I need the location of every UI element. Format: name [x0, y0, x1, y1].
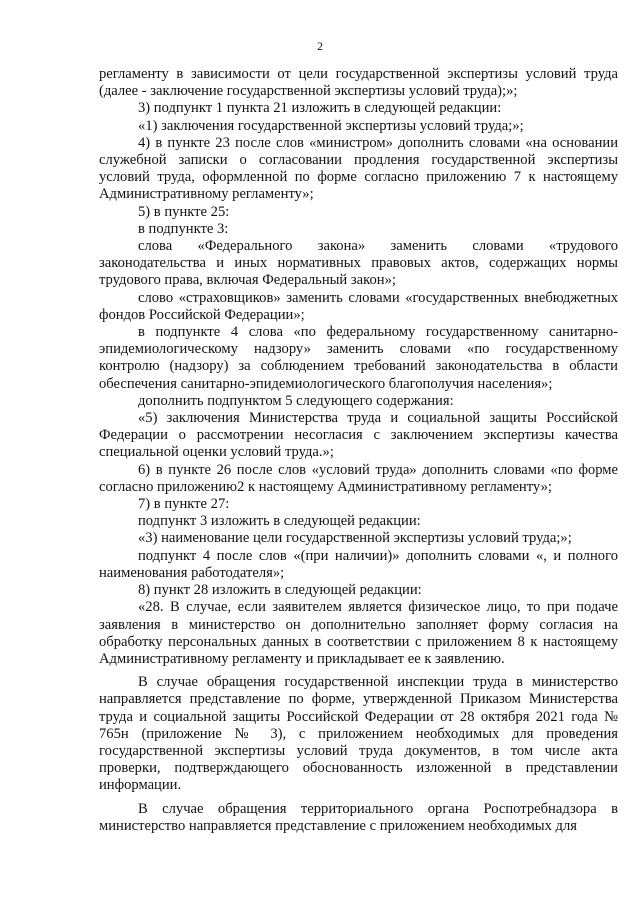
paragraph: «1) заключения государственной экспертизы условий труда;»; — [138, 117, 524, 134]
paragraph: подпункт 3 изложить в следующей редакции: — [138, 513, 421, 530]
paragraph: в подпункте 4 слова «по федеральному государственному санитарно-эпидемиологическому надзору» заменить словами «по государственному контролю (надзору) за соблюдением требований законодательства в области обеспечения санитарно-эпидемиологического благополучия населения»; — [99, 324, 618, 392]
paragraph: 6) в пункте 26 после слов «условий труда» дополнить словами «по форме согласно приложению2 к настоящему Административному регламенту»; — [99, 461, 618, 495]
paragraph: слова «Федерального закона» заменить словами «трудового законодательства и иных нормативных правовых актов, содержащих нормы трудового права, включая Федеральный закон»; — [99, 238, 618, 289]
paragraph: регламенту в зависимости от цели государственной экспертизы условий труда (далее - заключение государственной экспертизы условий труда);»; — [99, 66, 618, 100]
paragraph: В случае обращения государственной инспекции труда в министерство направляется представление по форме, утвержденной Приказом Министерства труда и социальной защиты Российской Федерации от 28 октября 2021 года № 765н (приложение № 3), с приложением необходимых для проведения государственной экспертизы условий труда документов, в том числе акта проверки, подтверждающего обоснованность изложенной в представлении информации. — [99, 674, 618, 794]
paragraph: В случае обращения территориального органа Роспотребнадзора в министерство направляется представление с приложением необходимых для — [99, 800, 618, 834]
paragraph: 3) подпункт 1 пункта 21 изложить в следующей редакции: — [138, 100, 502, 117]
paragraph: дополнить подпунктом 5 следующего содержания: — [138, 392, 454, 409]
paragraph: слово «страховщиков» заменить словами «государственных внебюджетных фондов Российской Федерации»; — [99, 289, 618, 323]
paragraph: «3) наименование цели государственной экспертизы условий труда;»; — [138, 530, 572, 547]
paragraph: «28. В случае, если заявителем является физическое лицо, то при подаче заявления в министерство он дополнительно заполняет форму согласия на обработку персональных данных в соответствии с приложением 8 к настоящему Административному регламенту и прикладывает ее к заявлению. — [99, 599, 618, 667]
paragraph: в подпункте 3: — [138, 220, 229, 237]
page-number: 2 — [317, 39, 323, 53]
paragraph: 4) в пункте 23 после слов «министром» дополнить словами «на основании служебной записки о согласовании продления государственной экспертизы условий труда, оформленной по форме согласно приложению 7 к настоящему Административному регламенту»; — [99, 134, 618, 203]
paragraph: «5) заключения Министерства труда и социальной защиты Российской Федерации о рассмотрении несогласия с заключением экспертизы качества специальной оценки условий труда.»; — [99, 410, 618, 461]
document-body — [99, 66, 618, 835]
paragraph: 7) в пункте 27: — [138, 496, 230, 513]
paragraph: 8) пункт 28 изложить в следующей редакции: — [138, 582, 422, 599]
paragraph: 5) в пункте 25: — [138, 203, 230, 220]
paragraph: подпункт 4 после слов «(при наличии)» дополнить словами «, и полного наименования работодателя»; — [99, 547, 618, 581]
